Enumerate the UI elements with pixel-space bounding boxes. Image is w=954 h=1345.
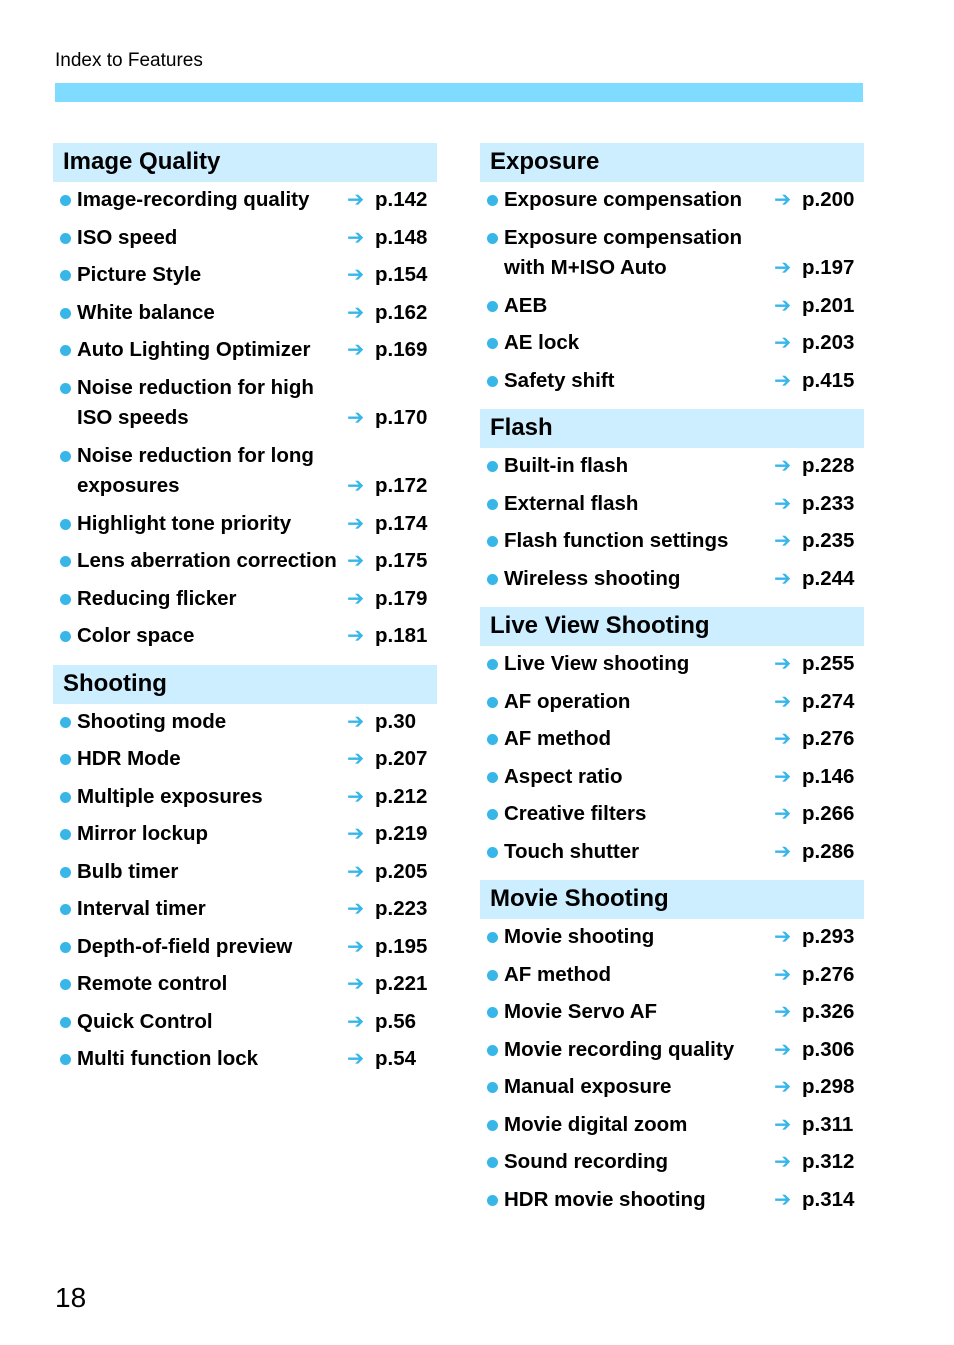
- index-entry[interactable]: [480, 1069, 864, 1107]
- index-entry[interactable]: [480, 448, 864, 486]
- bullet-icon: [487, 376, 498, 387]
- section-title: Live View Shooting: [480, 607, 864, 646]
- page-link[interactable]: p.205: [375, 859, 428, 883]
- page-reference: [347, 969, 435, 1000]
- arrow-right-icon: ➔: [774, 1075, 792, 1098]
- entry-label: AF operation: [504, 689, 631, 713]
- arrow-right-icon: ➔: [774, 454, 792, 477]
- page-link[interactable]: p.154: [375, 263, 428, 286]
- index-entry[interactable]: [53, 182, 437, 220]
- bullet-icon: [487, 847, 498, 858]
- page-link[interactable]: p.274: [802, 689, 855, 713]
- index-entry[interactable]: [480, 220, 864, 288]
- page-reference: [347, 546, 435, 577]
- index-entry[interactable]: [480, 1032, 864, 1070]
- arrow-right-icon: ➔: [347, 822, 365, 845]
- index-entry[interactable]: [53, 332, 437, 370]
- page-link[interactable]: p.54: [375, 1047, 417, 1070]
- entry-label: AF method: [504, 962, 612, 986]
- page-link[interactable]: p.172: [375, 474, 428, 497]
- bullet-icon: [60, 308, 71, 319]
- index-entry[interactable]: [53, 1041, 437, 1079]
- page-link[interactable]: p.203: [802, 331, 855, 354]
- index-entry[interactable]: [53, 1004, 437, 1042]
- bullet-icon: [60, 195, 71, 206]
- page-reference: [774, 960, 862, 991]
- index-entry[interactable]: [53, 966, 437, 1004]
- section-live-view-shooting: [480, 607, 864, 871]
- page-reference: [774, 1110, 862, 1141]
- entry-label: Built-in flash: [504, 454, 629, 477]
- index-entry[interactable]: [53, 295, 437, 333]
- entry-label: HDR movie shooting: [504, 1187, 706, 1211]
- arrow-right-icon: ➔: [347, 300, 365, 324]
- index-entry[interactable]: [53, 543, 437, 581]
- arrow-right-icon: ➔: [774, 1000, 792, 1023]
- bullet-icon: [60, 979, 71, 990]
- bullet-icon: [60, 270, 71, 281]
- page-link[interactable]: p.311: [802, 1112, 854, 1136]
- bullet-icon: [60, 867, 71, 878]
- page-reference: [774, 1147, 862, 1178]
- section-exposure: [480, 143, 864, 400]
- entry-label: ISO speed: [77, 225, 178, 249]
- arrow-right-icon: ➔: [347, 586, 365, 610]
- bullet-icon: [487, 499, 498, 510]
- section-flash: [480, 409, 864, 598]
- page-reference: [347, 744, 435, 775]
- entry-label: Quick Control: [77, 1009, 213, 1033]
- page-reference: [347, 707, 435, 738]
- entry-label: Picture Style: [77, 263, 202, 286]
- page-reference: [347, 894, 435, 925]
- page-link[interactable]: p.201: [802, 293, 855, 317]
- entry-label: Image-recording quality: [77, 188, 310, 211]
- page-link[interactable]: p.326: [802, 1000, 855, 1023]
- section-title: Exposure: [480, 143, 864, 182]
- bullet-icon: [60, 519, 71, 530]
- arrow-right-icon: ➔: [347, 972, 365, 995]
- index-entry[interactable]: [53, 704, 437, 742]
- page-reference: [347, 509, 435, 540]
- arrow-right-icon: ➔: [774, 962, 792, 986]
- index-entry[interactable]: [53, 220, 437, 258]
- page-reference: [774, 997, 862, 1028]
- arrow-right-icon: ➔: [774, 925, 792, 948]
- page-link[interactable]: p.233: [802, 491, 855, 515]
- page-reference: [774, 489, 862, 520]
- page-reference: [347, 260, 435, 291]
- bullet-icon: [60, 383, 71, 394]
- index-entry[interactable]: [480, 684, 864, 722]
- arrow-right-icon: ➔: [347, 709, 365, 733]
- arrow-right-icon: ➔: [774, 689, 792, 713]
- page-reference: [347, 223, 435, 254]
- index-entry[interactable]: [53, 891, 437, 929]
- page-reference: [774, 649, 862, 680]
- page-link[interactable]: p.221: [375, 972, 428, 995]
- arrow-right-icon: ➔: [774, 331, 792, 354]
- bullet-icon: [60, 904, 71, 915]
- index-entry[interactable]: [480, 721, 864, 759]
- page-reference: [774, 526, 862, 557]
- bullet-icon: [60, 451, 71, 462]
- index-entry[interactable]: [53, 741, 437, 779]
- arrow-right-icon: ➔: [774, 727, 792, 750]
- section-movie-shooting: [480, 880, 864, 1219]
- entry-label: External flash: [504, 491, 639, 515]
- section-title: Image Quality: [53, 143, 437, 182]
- arrow-right-icon: ➔: [347, 549, 365, 572]
- bullet-icon: [487, 1195, 498, 1206]
- entry-label: Touch shutter: [504, 839, 640, 863]
- entry-label: HDR Mode: [77, 747, 181, 770]
- index-entry[interactable]: [53, 581, 437, 619]
- page-link[interactable]: p.223: [375, 897, 428, 920]
- arrow-right-icon: ➔: [774, 1037, 792, 1061]
- page-reference: [347, 1007, 435, 1038]
- section-image-quality: [53, 143, 437, 656]
- section-shooting: [53, 665, 437, 1079]
- page-link[interactable]: p.162: [375, 300, 428, 324]
- page-link[interactable]: p.170: [375, 406, 428, 429]
- entry-label: Shooting mode: [77, 709, 227, 733]
- entry-label: Exposure compensation with M+ISO Auto: [504, 225, 743, 279]
- bullet-icon: [487, 970, 498, 981]
- page-link[interactable]: p.175: [375, 549, 428, 572]
- page-link[interactable]: p.298: [802, 1075, 855, 1098]
- bullet-icon: [487, 697, 498, 708]
- page-link[interactable]: p.255: [802, 652, 855, 675]
- index-entry[interactable]: [480, 288, 864, 326]
- index-entry[interactable]: [480, 523, 864, 561]
- entry-label: Multiple exposures: [77, 784, 263, 808]
- arrow-right-icon: ➔: [774, 566, 792, 590]
- page-reference: [774, 1185, 862, 1216]
- entry-label: AE lock: [504, 331, 580, 354]
- entry-label: Reducing flicker: [77, 586, 237, 610]
- page-reference: [347, 1044, 435, 1075]
- page-link[interactable]: p.181: [375, 624, 428, 647]
- bullet-icon: [60, 594, 71, 605]
- bullet-icon: [60, 631, 71, 642]
- header-bar: [55, 83, 863, 102]
- arrow-right-icon: ➔: [347, 747, 365, 770]
- index-entry[interactable]: [53, 618, 437, 656]
- page-link[interactable]: p.276: [802, 727, 855, 750]
- page-link[interactable]: p.228: [802, 454, 855, 477]
- bullet-icon: [487, 536, 498, 547]
- entry-label: Safety shift: [504, 368, 615, 392]
- entry-label: Mirror lockup: [77, 822, 208, 845]
- arrow-right-icon: ➔: [347, 263, 365, 286]
- arrow-right-icon: ➔: [774, 188, 792, 211]
- page-reference: [347, 335, 435, 366]
- arrow-right-icon: ➔: [347, 511, 365, 535]
- page-reference: [774, 687, 862, 718]
- entry-label: AEB: [504, 293, 548, 317]
- page-header-label: Index to Features: [55, 50, 203, 71]
- entry-label: Remote control: [77, 972, 228, 995]
- bullet-icon: [487, 772, 498, 783]
- arrow-right-icon: ➔: [347, 624, 365, 647]
- page-link[interactable]: p.415: [802, 368, 855, 392]
- page-reference: [774, 724, 862, 755]
- page-link[interactable]: p.142: [375, 188, 428, 211]
- page-reference: [774, 328, 862, 359]
- entry-label: Noise reduction for long exposures: [77, 443, 314, 497]
- arrow-right-icon: ➔: [347, 338, 365, 361]
- entry-label: Exposure compensation: [504, 188, 743, 211]
- arrow-right-icon: ➔: [774, 256, 792, 279]
- arrow-right-icon: ➔: [347, 859, 365, 883]
- index-entry[interactable]: [480, 561, 864, 599]
- index-entry[interactable]: [480, 759, 864, 797]
- page-reference: [347, 584, 435, 615]
- page-reference: [347, 298, 435, 329]
- bullet-icon: [487, 338, 498, 349]
- arrow-right-icon: ➔: [347, 784, 365, 808]
- page-link[interactable]: p.235: [802, 529, 855, 552]
- index-entry[interactable]: [480, 957, 864, 995]
- page-link[interactable]: p.56: [375, 1009, 417, 1033]
- bullet-icon: [487, 461, 498, 472]
- arrow-right-icon: ➔: [774, 293, 792, 317]
- index-entry[interactable]: [480, 1107, 864, 1145]
- page-link[interactable]: p.219: [375, 822, 428, 845]
- bullet-icon: [487, 233, 498, 244]
- page-link[interactable]: p.30: [375, 709, 417, 733]
- arrow-right-icon: ➔: [347, 474, 365, 497]
- entry-label: Movie shooting: [504, 925, 655, 948]
- bullet-icon: [487, 195, 498, 206]
- left-column: [53, 143, 437, 1088]
- bullet-icon: [487, 734, 498, 745]
- index-entry[interactable]: [480, 325, 864, 363]
- arrow-right-icon: ➔: [774, 764, 792, 788]
- index-entry[interactable]: [480, 646, 864, 684]
- entry-label: Lens aberration correction: [77, 549, 337, 572]
- entry-label: Depth-of-field preview: [77, 934, 293, 958]
- index-entry[interactable]: [480, 363, 864, 401]
- arrow-right-icon: ➔: [774, 368, 792, 392]
- bullet-icon: [60, 792, 71, 803]
- index-entry[interactable]: [480, 919, 864, 957]
- index-entry[interactable]: [53, 438, 437, 506]
- page-link[interactable]: p.314: [802, 1187, 855, 1211]
- page-reference: [347, 471, 435, 502]
- arrow-right-icon: ➔: [774, 491, 792, 515]
- page-number: 18: [55, 1282, 87, 1313]
- page-link[interactable]: p.293: [802, 925, 855, 948]
- entry-label: Noise reduction for high ISO speeds: [77, 375, 314, 429]
- bullet-icon: [487, 1082, 498, 1093]
- page-reference: [347, 403, 435, 434]
- index-entry[interactable]: [53, 779, 437, 817]
- arrow-right-icon: ➔: [774, 652, 792, 675]
- arrow-right-icon: ➔: [774, 1150, 792, 1173]
- page-reference: [774, 799, 862, 830]
- page-link[interactable]: p.169: [375, 338, 428, 361]
- index-entry[interactable]: [53, 816, 437, 854]
- bullet-icon: [487, 1007, 498, 1018]
- page-reference: [774, 564, 862, 595]
- bullet-icon: [487, 932, 498, 943]
- arrow-right-icon: ➔: [347, 934, 365, 958]
- page-reference: [347, 782, 435, 813]
- entry-label: Interval timer: [77, 897, 206, 920]
- index-entry[interactable]: [480, 1182, 864, 1220]
- index-entry[interactable]: [480, 182, 864, 220]
- entry-label: Movie Servo AF: [504, 1000, 658, 1023]
- bullet-icon: [487, 574, 498, 585]
- entry-label: Manual exposure: [504, 1075, 672, 1098]
- bullet-icon: [487, 301, 498, 312]
- page-reference: [774, 253, 862, 284]
- index-entry[interactable]: [480, 994, 864, 1032]
- page-link[interactable]: p.276: [802, 962, 855, 986]
- page-link[interactable]: p.207: [375, 747, 428, 770]
- page-link[interactable]: p.197: [802, 256, 855, 279]
- entry-label: Multi function lock: [77, 1047, 259, 1070]
- entry-label: AF method: [504, 727, 612, 750]
- page-reference: [774, 451, 862, 482]
- arrow-right-icon: ➔: [347, 1009, 365, 1033]
- arrow-right-icon: ➔: [347, 897, 365, 920]
- arrow-right-icon: ➔: [774, 839, 792, 863]
- page-reference: [774, 1072, 862, 1103]
- index-entry[interactable]: [53, 929, 437, 967]
- page-link[interactable]: p.195: [375, 934, 428, 958]
- page-reference: [774, 185, 862, 216]
- bullet-icon: [60, 556, 71, 567]
- bullet-icon: [60, 233, 71, 244]
- page-link[interactable]: p.148: [375, 225, 428, 249]
- entry-label: White balance: [77, 300, 215, 324]
- page-link[interactable]: p.174: [375, 511, 428, 535]
- entry-label: Flash function settings: [504, 529, 729, 552]
- entry-label: Movie digital zoom: [504, 1112, 688, 1136]
- page-link[interactable]: p.146: [802, 764, 855, 788]
- entry-label: Creative filters: [504, 802, 647, 825]
- entry-label: Live View shooting: [504, 652, 690, 675]
- index-entry[interactable]: [53, 506, 437, 544]
- page-reference: [774, 837, 862, 868]
- index-entry[interactable]: [480, 796, 864, 834]
- entry-label: Aspect ratio: [504, 764, 623, 788]
- bullet-icon: [60, 1054, 71, 1065]
- bullet-icon: [60, 345, 71, 356]
- arrow-right-icon: ➔: [774, 529, 792, 552]
- page-reference: [347, 185, 435, 216]
- section-title: Movie Shooting: [480, 880, 864, 919]
- arrow-right-icon: ➔: [347, 1047, 365, 1070]
- index-entry[interactable]: [53, 854, 437, 892]
- entry-label: Highlight tone priority: [77, 511, 292, 535]
- bullet-icon: [60, 1017, 71, 1028]
- arrow-right-icon: ➔: [347, 225, 365, 249]
- page-reference: [774, 1035, 862, 1066]
- bullet-icon: [60, 942, 71, 953]
- arrow-right-icon: ➔: [774, 802, 792, 825]
- bullet-icon: [60, 717, 71, 728]
- page-reference: [347, 857, 435, 888]
- page-link[interactable]: p.266: [802, 802, 855, 825]
- page-link[interactable]: p.286: [802, 839, 855, 863]
- index-entry[interactable]: [480, 834, 864, 872]
- index-entry[interactable]: [53, 370, 437, 438]
- page-reference: [774, 366, 862, 397]
- page-link[interactable]: p.306: [802, 1037, 855, 1061]
- page-reference: [774, 762, 862, 793]
- entry-label: Auto Lighting Optimizer: [77, 338, 311, 361]
- index-entry[interactable]: [480, 1144, 864, 1182]
- bullet-icon: [487, 809, 498, 820]
- page-link[interactable]: p.179: [375, 586, 428, 610]
- page-link[interactable]: p.312: [802, 1150, 855, 1173]
- bullet-icon: [487, 659, 498, 670]
- page-reference: [774, 291, 862, 322]
- page-reference: [347, 621, 435, 652]
- page-link[interactable]: p.212: [375, 784, 428, 808]
- page-link[interactable]: p.244: [802, 566, 855, 590]
- index-entry[interactable]: [480, 486, 864, 524]
- page-reference: [347, 932, 435, 963]
- page-link[interactable]: p.200: [802, 188, 855, 211]
- page-reference: [774, 922, 862, 953]
- bullet-icon: [60, 829, 71, 840]
- right-column: [480, 143, 864, 1228]
- section-title: Shooting: [53, 665, 437, 704]
- bullet-icon: [487, 1157, 498, 1168]
- section-title: Flash: [480, 409, 864, 448]
- entry-label: Sound recording: [504, 1150, 668, 1173]
- index-entry[interactable]: [53, 257, 437, 295]
- entry-label: Movie recording quality: [504, 1037, 735, 1061]
- entry-label: Wireless shooting: [504, 566, 681, 590]
- bullet-icon: [487, 1120, 498, 1131]
- arrow-right-icon: ➔: [347, 188, 365, 211]
- bullet-icon: [60, 754, 71, 765]
- arrow-right-icon: ➔: [347, 406, 365, 429]
- arrow-right-icon: ➔: [774, 1187, 792, 1211]
- bullet-icon: [487, 1045, 498, 1056]
- arrow-right-icon: ➔: [774, 1112, 792, 1136]
- page-reference: [347, 819, 435, 850]
- entry-label: Color space: [77, 624, 195, 647]
- entry-label: Bulb timer: [77, 859, 179, 883]
